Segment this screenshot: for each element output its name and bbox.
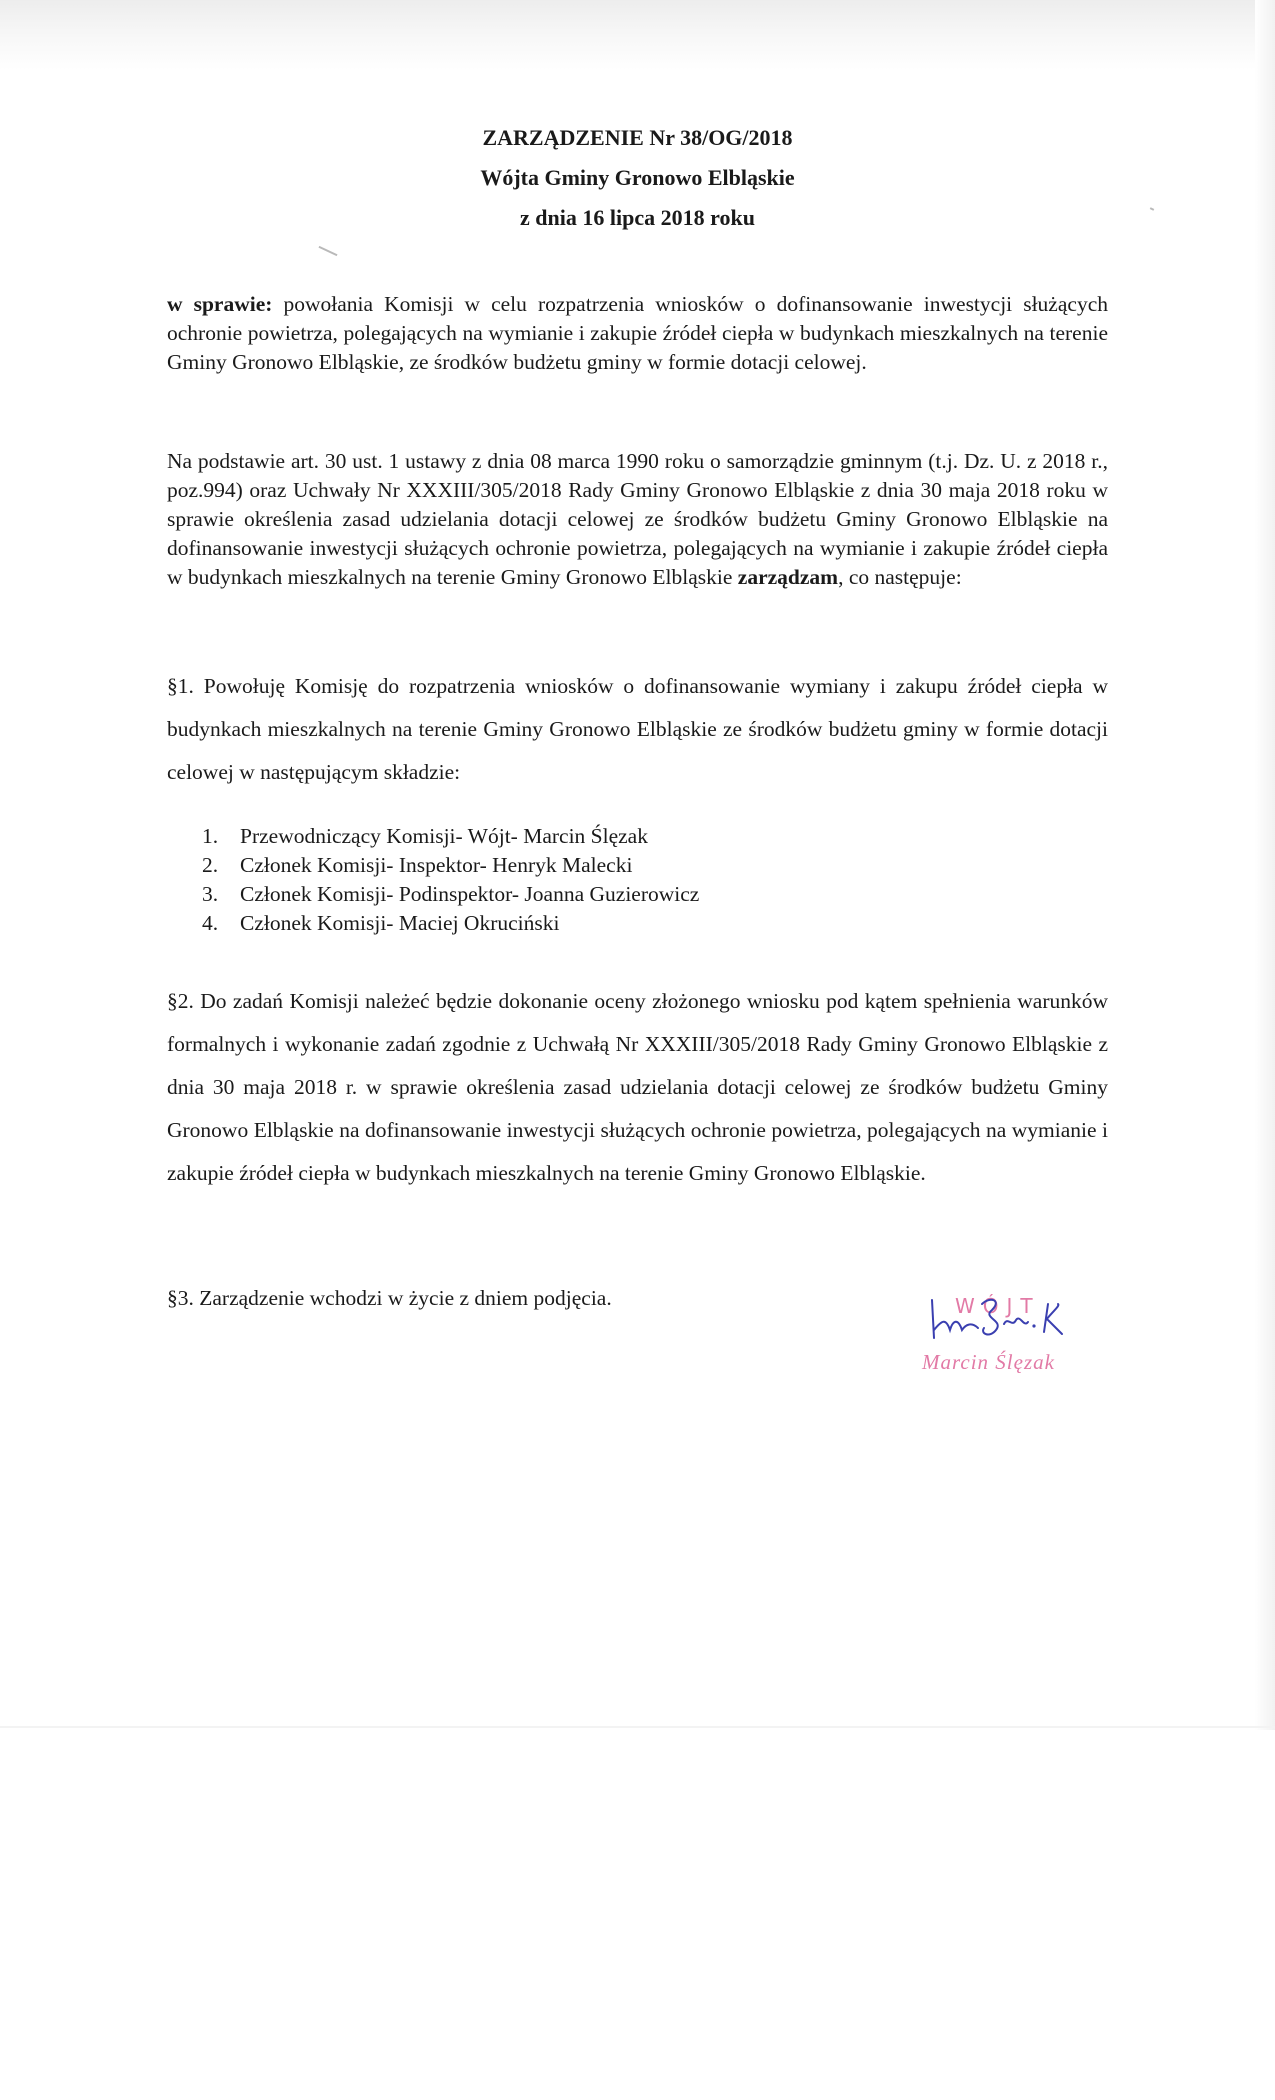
list-item bbox=[202, 822, 699, 851]
paragraph-3-marker: §3. bbox=[167, 1286, 194, 1310]
list-item-text: Członek Komisji- Maciej Okruciński bbox=[240, 911, 560, 935]
list-item bbox=[202, 851, 699, 880]
legal-basis-closing: , co następuje: bbox=[838, 565, 962, 589]
scan-speck bbox=[319, 246, 338, 256]
list-item-number: 1. bbox=[202, 824, 219, 848]
paragraph-1-marker: §1. bbox=[167, 674, 194, 698]
legal-basis-text: Na podstawie art. 30 ust. 1 ustawy z dnia 08 marca 1990 roku o samorządzie gminnym (t.j. Dz. U. z 2018 r., poz.994) oraz Uchwały Nr XXXIII/305/2018 Rady Gminy Gronowo Elbląskie z dnia 30 maja 2018 roku w sprawie określenia zasad udzielania dotacji celowej ze środków budżetu Gminy Gronowo Elbląskie na dofinansowanie inwestycji służących ochronie powietrza, polegających na wymianie i zakupie źródeł ciepła w budynkach mieszkalnych na terenie Gminy Gronowo Elbląskie bbox=[167, 449, 1108, 589]
paragraph-1 bbox=[167, 665, 1108, 794]
list-item-number: 3. bbox=[202, 882, 219, 906]
document-header bbox=[0, 118, 1275, 238]
subject-text: powołania Komisji w celu rozpatrzenia wniosków o dofinansowanie inwestycji służących ochronie powietrza, polegających na wymianie i zakupie źródeł ciepła w budynkach mieszkalnych na terenie Gminy Gronowo Elbląskie, ze środków budżetu gminy w formie dotacji celowej. bbox=[167, 292, 1108, 374]
document-date: z dnia 16 lipca 2018 roku bbox=[520, 205, 755, 230]
commission-members-list bbox=[202, 822, 699, 938]
list-item-number: 2. bbox=[202, 853, 219, 877]
scan-shadow-top bbox=[0, 0, 1275, 70]
page-bottom-edge bbox=[0, 1726, 1275, 1728]
paragraph-2-text: Do zadań Komisji należeć będzie dokonanie oceny złożonego wniosku pod kątem spełnienia warunków formalnych i wykonanie zadań zgodnie z Uchwałą Nr XXXIII/305/2018 Rady Gminy Gronowo Elbląskie z dnia 30 maja 2018 r. w sprawie określenia zasad udzielania dotacji celowej ze środków budżetu Gminy Gronowo Elbląskie na dofinansowanie inwestycji służących ochronie powietrza, polegających na wymianie i zakupie źródeł ciepła w budynkach mieszkalnych na terenie Gminy Gronowo Elbląskie. bbox=[167, 989, 1108, 1185]
legal-basis-section bbox=[167, 447, 1108, 592]
list-item-text: Członek Komisji- Podinspektor- Joanna Guzierowicz bbox=[240, 882, 700, 906]
official-stamp bbox=[920, 1290, 1140, 1390]
subject-section bbox=[167, 290, 1108, 377]
list-item-text: Członek Komisji- Inspektor- Henryk Malecki bbox=[240, 853, 633, 877]
subject-label: w sprawie: bbox=[167, 292, 273, 316]
paragraph-1-text: Powołuję Komisję do rozpatrzenia wniosków o dofinansowanie wymiany i zakupu źródeł ciepła w budynkach mieszkalnych na terenie Gminy Gronowo Elbląskie ze środków budżetu gminy w formie dotacji celowej w następującym składzie: bbox=[167, 674, 1109, 784]
list-item bbox=[202, 909, 699, 938]
paragraph-2-marker: §2. bbox=[167, 989, 194, 1013]
document-issuer: Wójta Gminy Gronowo Elbląskie bbox=[480, 165, 795, 190]
decree-word: zarządzam bbox=[737, 565, 839, 589]
paragraph-2 bbox=[167, 980, 1108, 1195]
stamp-name: Marcin Ślęzak bbox=[922, 1350, 1055, 1374]
list-item-text: Przewodniczący Komisji- Wójt- Marcin Ślęzak bbox=[240, 824, 648, 848]
document-title: ZARZĄDZENIE Nr 38/OG/2018 bbox=[482, 125, 793, 150]
handwritten-signature bbox=[920, 1290, 1140, 1350]
scan-shadow-right bbox=[1255, 0, 1275, 1730]
paragraph-3-text: Zarządzenie wchodzi w życie z dniem podjęcia. bbox=[199, 1286, 612, 1310]
list-item bbox=[202, 880, 699, 909]
stamp-title: WÓJT bbox=[955, 1294, 1041, 1318]
list-item-number: 4. bbox=[202, 911, 219, 935]
